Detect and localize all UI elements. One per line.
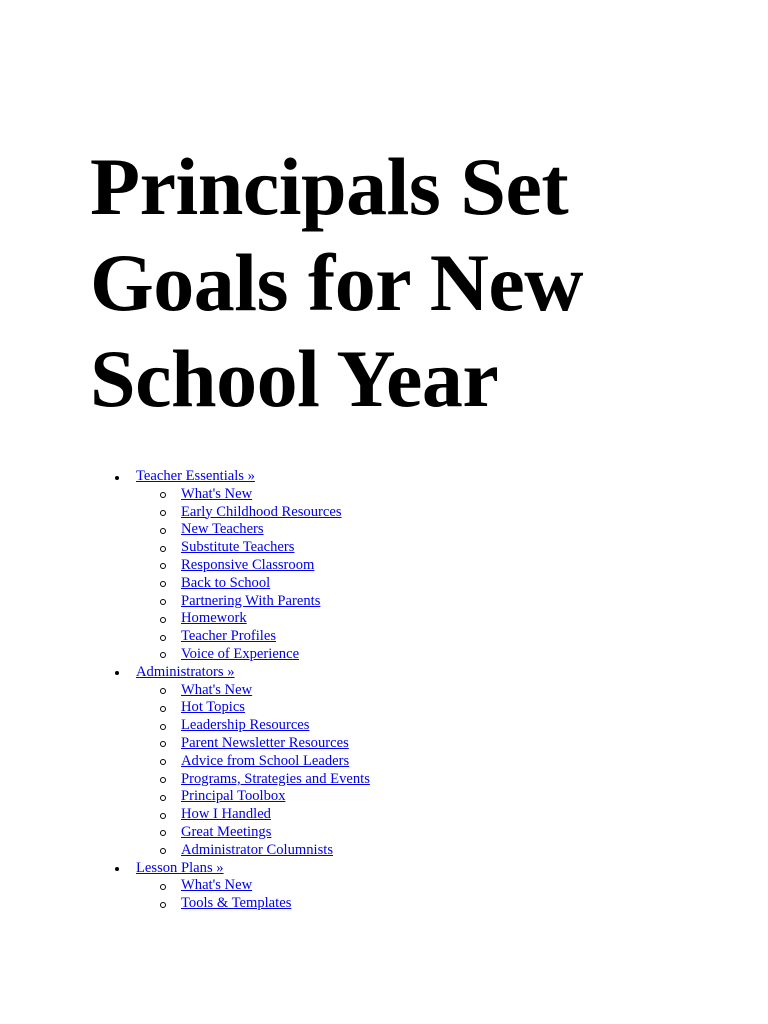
disc-bullet-icon bbox=[115, 476, 119, 480]
list-item bbox=[0, 735, 370, 753]
circle-bullet-icon bbox=[160, 884, 166, 890]
sub-list-teacher-essentials bbox=[0, 486, 370, 664]
nav-link-early-childhood-resources[interactable]: Early Childhood Resources bbox=[181, 503, 342, 520]
circle-bullet-icon bbox=[160, 724, 166, 730]
nav-link-great-meetings[interactable]: Great Meetings bbox=[181, 823, 272, 840]
sub-list-administrators bbox=[0, 682, 370, 860]
nav-link-parent-newsletter-resources[interactable]: Parent Newsletter Resources bbox=[181, 734, 349, 751]
list-item bbox=[0, 753, 370, 771]
sub-list-lesson-plans bbox=[0, 877, 370, 913]
page-title-line-2: Goals for New bbox=[90, 237, 584, 328]
circle-bullet-icon bbox=[160, 830, 166, 836]
list-item bbox=[0, 699, 370, 717]
nav-section-row bbox=[0, 468, 370, 486]
nav-link-back-to-school[interactable]: Back to School bbox=[181, 574, 271, 591]
nav-link-principal-toolbox[interactable]: Principal Toolbox bbox=[181, 788, 286, 805]
nav-link-whats-new[interactable]: What's New bbox=[181, 485, 253, 502]
nav-link-programs-strategies-events[interactable]: Programs, Strategies and Events bbox=[181, 770, 370, 787]
circle-bullet-icon bbox=[160, 777, 166, 783]
list-item bbox=[0, 575, 370, 593]
nav-link-administrator-columnists[interactable]: Administrator Columnists bbox=[181, 841, 334, 858]
nav-link-administrators[interactable]: Administrators » bbox=[136, 663, 235, 680]
list-item bbox=[0, 610, 370, 628]
list-item bbox=[0, 717, 370, 735]
circle-bullet-icon bbox=[160, 652, 166, 658]
nav-link-teacher-profiles[interactable]: Teacher Profiles bbox=[181, 628, 277, 645]
page-title bbox=[90, 139, 730, 427]
list-item bbox=[0, 877, 370, 895]
disc-bullet-icon bbox=[115, 867, 119, 871]
page-title-line-1: Principals Set bbox=[90, 141, 569, 232]
circle-bullet-icon bbox=[160, 848, 166, 854]
list-item bbox=[0, 646, 370, 664]
nav-section-row bbox=[0, 860, 370, 878]
circle-bullet-icon bbox=[160, 617, 166, 623]
circle-bullet-icon bbox=[160, 546, 166, 552]
circle-bullet-icon bbox=[160, 492, 166, 498]
list-item bbox=[0, 842, 370, 860]
list-item bbox=[0, 557, 370, 575]
site-navigation bbox=[0, 468, 370, 913]
list-item bbox=[0, 824, 370, 842]
disc-bullet-icon bbox=[115, 671, 119, 675]
nav-link-substitute-teachers[interactable]: Substitute Teachers bbox=[181, 539, 295, 556]
nav-link-lesson-plans[interactable]: Lesson Plans » bbox=[136, 859, 224, 876]
list-item bbox=[0, 504, 370, 522]
nav-link-tools-templates[interactable]: Tools & Templates bbox=[181, 895, 292, 912]
circle-bullet-icon bbox=[160, 528, 166, 534]
list-item bbox=[0, 486, 370, 504]
nav-link-hot-topics[interactable]: Hot Topics bbox=[181, 699, 245, 716]
nav-link-advice-from-school-leaders[interactable]: Advice from School Leaders bbox=[181, 752, 350, 769]
list-item bbox=[0, 628, 370, 646]
nav-link-whats-new[interactable]: What's New bbox=[181, 681, 253, 698]
nav-link-responsive-classroom[interactable]: Responsive Classroom bbox=[181, 556, 315, 573]
circle-bullet-icon bbox=[160, 759, 166, 765]
circle-bullet-icon bbox=[160, 741, 166, 747]
list-item bbox=[0, 682, 370, 700]
nav-link-partnering-with-parents[interactable]: Partnering With Parents bbox=[181, 592, 321, 609]
nav-link-new-teachers[interactable]: New Teachers bbox=[181, 521, 264, 538]
circle-bullet-icon bbox=[160, 688, 166, 694]
circle-bullet-icon bbox=[160, 635, 166, 641]
list-item bbox=[0, 521, 370, 539]
circle-bullet-icon bbox=[160, 510, 166, 516]
page-title-line-3: School Year bbox=[90, 333, 499, 424]
nav-section-row bbox=[0, 664, 370, 682]
list-item bbox=[0, 788, 370, 806]
nav-link-homework[interactable]: Homework bbox=[181, 610, 247, 627]
nav-section-administrators bbox=[0, 664, 370, 860]
list-item bbox=[0, 895, 370, 913]
list-item bbox=[0, 539, 370, 557]
nav-link-teacher-essentials[interactable]: Teacher Essentials » bbox=[136, 468, 255, 484]
list-item bbox=[0, 593, 370, 611]
circle-bullet-icon bbox=[160, 795, 166, 801]
circle-bullet-icon bbox=[160, 902, 166, 908]
nav-section-lesson-plans bbox=[0, 860, 370, 913]
circle-bullet-icon bbox=[160, 563, 166, 569]
nav-link-how-i-handled[interactable]: How I Handled bbox=[181, 806, 271, 823]
nav-link-whats-new[interactable]: What's New bbox=[181, 877, 253, 894]
nav-link-voice-of-experience[interactable]: Voice of Experience bbox=[181, 645, 300, 662]
list-item bbox=[0, 771, 370, 789]
circle-bullet-icon bbox=[160, 706, 166, 712]
nav-link-leadership-resources[interactable]: Leadership Resources bbox=[181, 717, 310, 734]
circle-bullet-icon bbox=[160, 581, 166, 587]
circle-bullet-icon bbox=[160, 813, 166, 819]
circle-bullet-icon bbox=[160, 599, 166, 605]
nav-section-teacher-essentials bbox=[0, 468, 370, 664]
list-item bbox=[0, 806, 370, 824]
